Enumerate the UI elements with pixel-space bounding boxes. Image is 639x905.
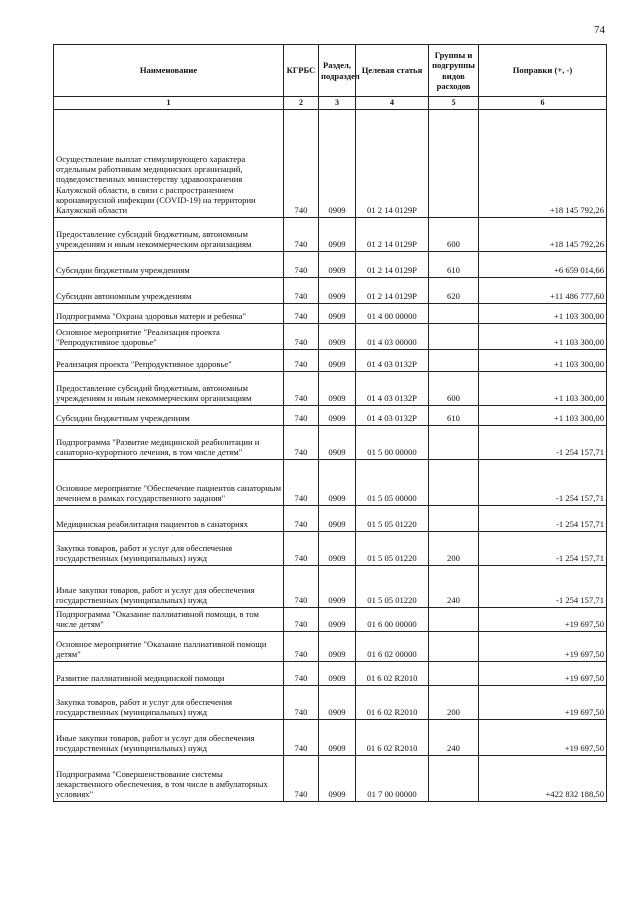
row-amount: +19 697,50 — [479, 719, 607, 755]
row-target-article: 01 6 02 R2010 — [356, 661, 429, 685]
col-number: 4 — [356, 97, 429, 110]
row-expense-group: 240 — [429, 565, 479, 607]
column-number-row — [54, 97, 607, 110]
row-section: 0909 — [319, 607, 356, 631]
table-row — [54, 405, 607, 425]
row-target-article: 01 4 03 0132P — [356, 405, 429, 425]
budget-table — [53, 44, 607, 802]
row-kgrbs: 740 — [284, 371, 319, 405]
row-name: Предоставление субсидий бюджетным, автономным учреждениям и иным некоммерческим организациям — [54, 371, 284, 405]
table-row — [54, 685, 607, 719]
header-name: Наименование — [54, 45, 284, 97]
table-row — [54, 425, 607, 459]
table-row — [54, 719, 607, 755]
row-section: 0909 — [319, 405, 356, 425]
row-name: Подпрограмма "Охрана здоровья матери и ребенка" — [54, 303, 284, 323]
row-target-article: 01 6 02 R2010 — [356, 719, 429, 755]
row-kgrbs: 740 — [284, 631, 319, 661]
row-section: 0909 — [319, 109, 356, 217]
row-amount: +422 832 188,50 — [479, 755, 607, 801]
header-amendments: Поправки (+, -) — [479, 45, 607, 97]
row-expense-group — [429, 459, 479, 505]
row-expense-group — [429, 425, 479, 459]
col-number: 2 — [284, 97, 319, 110]
row-name: Основное мероприятие "Реализация проекта "Репродуктивное здоровье" — [54, 323, 284, 349]
row-kgrbs: 740 — [284, 277, 319, 303]
row-section: 0909 — [319, 755, 356, 801]
row-expense-group: 610 — [429, 405, 479, 425]
row-kgrbs: 740 — [284, 217, 319, 251]
table-row — [54, 109, 607, 217]
table-row — [54, 565, 607, 607]
row-target-article: 01 4 03 0132P — [356, 371, 429, 405]
table-row — [54, 505, 607, 531]
row-kgrbs: 740 — [284, 607, 319, 631]
row-amount: +1 103 300,00 — [479, 323, 607, 349]
row-target-article: 01 5 05 01220 — [356, 531, 429, 565]
table-row — [54, 755, 607, 801]
row-section: 0909 — [319, 565, 356, 607]
row-expense-group: 600 — [429, 371, 479, 405]
row-kgrbs: 740 — [284, 565, 319, 607]
row-expense-group — [429, 109, 479, 217]
table-row — [54, 349, 607, 371]
row-target-article: 01 4 00 00000 — [356, 303, 429, 323]
col-number: 6 — [479, 97, 607, 110]
row-amount: +19 697,50 — [479, 685, 607, 719]
row-amount: -1 254 157,71 — [479, 565, 607, 607]
row-section: 0909 — [319, 631, 356, 661]
table-row — [54, 217, 607, 251]
row-section: 0909 — [319, 505, 356, 531]
row-name: Субсидии автономным учреждениям — [54, 277, 284, 303]
row-section: 0909 — [319, 303, 356, 323]
row-expense-group — [429, 303, 479, 323]
row-name: Подпрограмма "Развитие медицинской реабилитации и санаторно-курортного лечения, в том числе детям" — [54, 425, 284, 459]
row-expense-group: 240 — [429, 719, 479, 755]
row-amount: +11 486 777,60 — [479, 277, 607, 303]
row-kgrbs: 740 — [284, 459, 319, 505]
row-section: 0909 — [319, 277, 356, 303]
table-row — [54, 531, 607, 565]
row-target-article: 01 5 00 00000 — [356, 425, 429, 459]
row-expense-group — [429, 607, 479, 631]
row-section: 0909 — [319, 459, 356, 505]
row-kgrbs: 740 — [284, 505, 319, 531]
row-name: Развитие паллиативной медицинской помощи — [54, 661, 284, 685]
row-expense-group — [429, 631, 479, 661]
row-target-article: 01 2 14 0129P — [356, 109, 429, 217]
row-section: 0909 — [319, 531, 356, 565]
row-target-article: 01 2 14 0129P — [356, 217, 429, 251]
row-amount: +18 145 792,26 — [479, 109, 607, 217]
col-number: 3 — [319, 97, 356, 110]
table-row — [54, 251, 607, 277]
row-expense-group: 200 — [429, 531, 479, 565]
row-amount: +19 697,50 — [479, 631, 607, 661]
row-name: Основное мероприятие "Обеспечение пациентов санаторным лечением в рамках государственного задания" — [54, 459, 284, 505]
row-target-article: 01 5 05 00000 — [356, 459, 429, 505]
row-name: Закупка товаров, работ и услуг для обеспечения государственных (муниципальных) нужд — [54, 531, 284, 565]
row-name: Иные закупки товаров, работ и услуг для обеспечения государственных (муниципальных) нужд — [54, 565, 284, 607]
table-row — [54, 459, 607, 505]
row-amount: -1 254 157,71 — [479, 459, 607, 505]
row-expense-group — [429, 661, 479, 685]
table-row — [54, 661, 607, 685]
row-amount: +19 697,50 — [479, 607, 607, 631]
row-amount: +19 697,50 — [479, 661, 607, 685]
row-amount: +18 145 792,26 — [479, 217, 607, 251]
page-number: 74 — [594, 24, 605, 36]
row-section: 0909 — [319, 661, 356, 685]
header-expense-group: Группы и подгруппы видов расходов — [429, 45, 479, 97]
row-section: 0909 — [319, 371, 356, 405]
row-expense-group — [429, 505, 479, 531]
row-name: Подпрограмма "Оказание паллиативной помощи, в том числе детям" — [54, 607, 284, 631]
table-row — [54, 277, 607, 303]
header-section: Раздел, подраздел — [319, 45, 356, 97]
row-target-article: 01 5 05 01220 — [356, 505, 429, 531]
row-amount: +1 103 300,00 — [479, 371, 607, 405]
row-target-article: 01 2 14 0129P — [356, 251, 429, 277]
row-kgrbs: 740 — [284, 719, 319, 755]
row-target-article: 01 7 00 00000 — [356, 755, 429, 801]
table-row — [54, 631, 607, 661]
table-row — [54, 607, 607, 631]
row-expense-group: 600 — [429, 217, 479, 251]
row-amount: +6 659 014,66 — [479, 251, 607, 277]
row-kgrbs: 740 — [284, 531, 319, 565]
row-expense-group: 610 — [429, 251, 479, 277]
row-kgrbs: 740 — [284, 425, 319, 459]
row-amount: +1 103 300,00 — [479, 349, 607, 371]
row-name: Реализация проекта "Репродуктивное здоровье" — [54, 349, 284, 371]
table-row — [54, 371, 607, 405]
row-section: 0909 — [319, 349, 356, 371]
row-target-article: 01 2 14 0129P — [356, 277, 429, 303]
row-name: Подпрограмма "Совершенствование системы лекарственного обеспечения, в том числе в амбулаторных условиях" — [54, 755, 284, 801]
table-row — [54, 303, 607, 323]
row-kgrbs: 740 — [284, 685, 319, 719]
row-name: Основное мероприятие "Оказание паллиативной помощи детям" — [54, 631, 284, 661]
row-kgrbs: 740 — [284, 661, 319, 685]
row-section: 0909 — [319, 685, 356, 719]
row-kgrbs: 740 — [284, 323, 319, 349]
row-target-article: 01 6 00 00000 — [356, 607, 429, 631]
row-expense-group — [429, 323, 479, 349]
row-name: Субсидии бюджетным учреждениям — [54, 251, 284, 277]
row-kgrbs: 740 — [284, 405, 319, 425]
row-amount: -1 254 157,71 — [479, 531, 607, 565]
row-expense-group — [429, 349, 479, 371]
row-target-article: 01 6 02 00000 — [356, 631, 429, 661]
row-amount: -1 254 157,71 — [479, 505, 607, 531]
row-section: 0909 — [319, 323, 356, 349]
row-target-article: 01 6 02 R2010 — [356, 685, 429, 719]
row-amount: -1 254 157,71 — [479, 425, 607, 459]
row-section: 0909 — [319, 425, 356, 459]
table-body — [54, 109, 607, 801]
row-kgrbs: 740 — [284, 303, 319, 323]
row-target-article: 01 4 03 0132P — [356, 349, 429, 371]
row-section: 0909 — [319, 251, 356, 277]
row-name: Медицинская реабилитация пациентов в санаториях — [54, 505, 284, 531]
row-name: Субсидии бюджетным учреждениям — [54, 405, 284, 425]
row-expense-group — [429, 755, 479, 801]
row-amount: +1 103 300,00 — [479, 303, 607, 323]
row-name: Иные закупки товаров, работ и услуг для обеспечения государственных (муниципальных) нужд — [54, 719, 284, 755]
row-expense-group: 200 — [429, 685, 479, 719]
header-target-article: Целевая статья — [356, 45, 429, 97]
row-kgrbs: 740 — [284, 251, 319, 277]
row-name: Предоставление субсидий бюджетным, автономным учреждениям и иным некоммерческим организациям — [54, 217, 284, 251]
col-number: 1 — [54, 97, 284, 110]
col-number: 5 — [429, 97, 479, 110]
row-kgrbs: 740 — [284, 109, 319, 217]
row-kgrbs: 740 — [284, 755, 319, 801]
row-name: Осуществление выплат стимулирующего характера отдельным работникам медицинских организаций, подведомственных министерству здравоохранения Калужской области, в связи с распространением коронавирусной инфекции (COVID-19) на территории Калужской области — [54, 109, 284, 217]
header-kgrbs: КГРБС — [284, 45, 319, 97]
row-name: Закупка товаров, работ и услуг для обеспечения государственных (муниципальных) нужд — [54, 685, 284, 719]
row-amount: +1 103 300,00 — [479, 405, 607, 425]
row-kgrbs: 740 — [284, 349, 319, 371]
row-target-article: 01 4 03 00000 — [356, 323, 429, 349]
row-section: 0909 — [319, 217, 356, 251]
row-expense-group: 620 — [429, 277, 479, 303]
table-row — [54, 323, 607, 349]
row-section: 0909 — [319, 719, 356, 755]
header-row — [54, 45, 607, 97]
row-target-article: 01 5 05 01220 — [356, 565, 429, 607]
